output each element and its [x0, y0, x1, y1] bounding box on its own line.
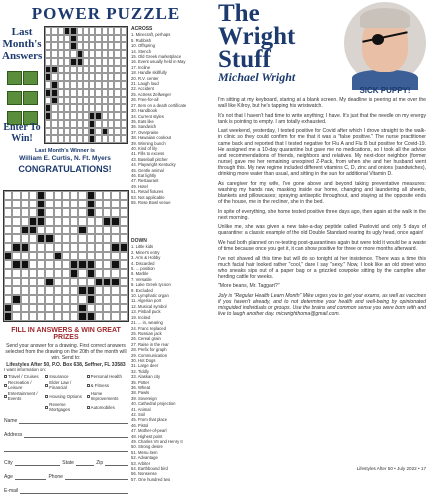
across-label: ACROSS — [131, 26, 153, 32]
interest-option[interactable]: Entertainment / Events — [4, 391, 45, 401]
interest-option[interactable]: Reverse Mortgages — [45, 402, 86, 412]
paragraph: As caregiver for my wife, I've gone above and beyond taking preventative measures: washing my hands raw, masking inside our home, changing and laundering all sheets, blankets and pillowcases; spraying antiseptic throughout, and staying at the opposite ends of the house, me in the recliner, she in the bed. — [218, 180, 426, 205]
winner-box — [2, 148, 128, 188]
congratulations: CONGRATULATIONS! — [18, 164, 112, 174]
name-field[interactable] — [19, 423, 128, 424]
interest-option[interactable]: Travel / Cruises — [4, 374, 45, 379]
down-clue: 49. Charles VII and Henry II — [131, 439, 183, 445]
paragraph: We had both planned on re-testing post-quarantines again but were told it would be a waste of time because once you get it, it can show positive for three or more months afterward. — [218, 239, 426, 252]
paragraph: Unlike me, she was given a new take-a-day peptide called Paxlovid and only 5 days of quarantine: a classic example of the old Double Standard rearing its ugly head, once again! — [218, 224, 426, 237]
down-clue: 29. Communication — [131, 352, 168, 358]
page-footer: Lifestyles After 50 • July 2022 • 17 — [356, 466, 426, 471]
down-clue: 9. Excluded — [131, 287, 153, 293]
age-field[interactable] — [15, 479, 47, 480]
author-bio: Joly is "Regular Health Learn Month" Mike urges you to get your exams, as well as vaccines if you haven't already, and to not determine your health and well-being by opinionated misguided individuals or groups. Use the brains and common sense you were born with and live to laugh another day. micwrighthoma@gmail.com. — [218, 293, 426, 318]
interest-option[interactable]: Personal Health — [87, 374, 128, 379]
checkbox[interactable] — [87, 406, 90, 409]
down-clue: 52. Advantage — [131, 455, 158, 461]
down-clue: 33. Alaskan city — [131, 374, 161, 380]
city-field[interactable] — [15, 465, 61, 466]
down-clue: 8. Lake Greek tycoon — [131, 282, 171, 288]
winner-label: Last Month's Winner is — [35, 148, 95, 154]
zip-label: Zip — [96, 460, 104, 466]
down-clue: 47. Mother-of-pearl — [131, 428, 167, 434]
author-photo — [344, 2, 426, 84]
interest-option[interactable]: Automobiles — [87, 402, 128, 412]
across-clue: 15. Old Greek marketplace — [131, 54, 182, 60]
puzzle-section — [0, 0, 212, 494]
interest-option[interactable]: Recreation / Leisure — [4, 380, 45, 390]
headline: SICK PUPPY! — [359, 86, 411, 95]
down-clues — [131, 238, 211, 482]
down-clue: 21. ... in, wearing — [131, 320, 163, 326]
paragraph: I'm sitting at my keyboard, staring at a blank screen. My deadline is peering at me over the wall like Kilroy, but he's tapping his wristwatch. — [218, 97, 426, 110]
down-clue: 11. Algerian port — [131, 298, 162, 304]
masthead-the: The — [218, 0, 260, 27]
state-field[interactable] — [76, 465, 94, 466]
down-clue: 42. Soil — [131, 412, 145, 417]
crossword-grid[interactable] — [3, 190, 129, 322]
author-name: Michael Wright — [218, 70, 296, 84]
down-clue: 53. Arbiter — [131, 460, 151, 466]
age-label: Age — [4, 474, 13, 480]
down-clue: 27. Raise in the rear — [131, 341, 169, 347]
address-label: Address — [4, 432, 23, 438]
address-field[interactable] — [24, 437, 128, 438]
checkbox[interactable] — [87, 375, 90, 378]
across-clue: 55. Rose Bowl venue — [131, 200, 171, 205]
fill-text: Send your answer for a drawing. First correct answers selected from the drawing on the 20th of the month will win. Send to: — [5, 343, 127, 361]
down-clue: 24. Franc replaced — [131, 325, 166, 331]
state-label: State — [62, 460, 74, 466]
across-clue: 17. Incline — [131, 64, 151, 70]
across-clue: 46. Eat lightly — [131, 172, 157, 178]
email-label: E-mail — [4, 488, 19, 494]
across-clue: 38. Hawaiian cookout — [131, 135, 172, 141]
down-clue: 56. Nonsense — [131, 471, 157, 477]
masthead-stuff: Stuff — [218, 46, 271, 73]
last-month-grid — [44, 26, 128, 144]
checkbox[interactable] — [45, 384, 48, 387]
down-clue: 26. Cereal grain — [131, 336, 161, 342]
puzzle-title: POWER PUZZLE — [31, 4, 181, 23]
paragraph: I've not shaved all this time but will do so tonight at her insistence. There was a time this much facial hair looked rather "cool," dare I say "sexy." Now, I look like an old street wino who sneaks sips out of a paper bag or a grizzled cowpoke sitting by the campfire after herding cattle for weeks. — [218, 255, 426, 280]
across-clue: 51. Retail fixtures — [131, 189, 164, 195]
across-clue: 41. Fills to excess — [131, 151, 165, 157]
down-clue: 5. ... position — [131, 266, 155, 272]
down-clue: 28. Prefix for graph — [131, 347, 167, 353]
down-clue: 40. Cathedral projection — [131, 401, 176, 407]
down-clue: 41. Animal — [131, 406, 151, 412]
checkbox[interactable] — [4, 395, 7, 398]
down-clue: 48. Highest point — [131, 433, 163, 439]
across-clue: 45. Gentle animal — [131, 167, 164, 173]
across-clue: 22. Accident — [131, 86, 154, 92]
address-field-2[interactable] — [4, 451, 128, 452]
across-clue: 1. Minecraft, perhaps — [131, 32, 171, 38]
checkbox[interactable] — [45, 395, 48, 398]
down-clue: 51. Menu item — [131, 449, 158, 455]
interest-options — [4, 374, 128, 412]
mailing-address: Lifestyles After 50, P.O. Box 638, Seffner, FL 33583 — [6, 362, 126, 368]
column-masthead — [218, 2, 338, 106]
across-clue: 18. Handle skillfully — [131, 70, 167, 76]
down-clue: 38. Pawls — [131, 390, 150, 396]
paragraph: It's not that I haven't had time to write anything; I have. It's just that the needle on my energy tank is pointing to empty. I am totally exhausted. — [218, 112, 426, 125]
interest-form — [4, 367, 128, 412]
down-clue: 19. Incited — [131, 314, 151, 320]
across-clue: 20. R.V. center — [131, 75, 159, 81]
across-clue: 49. Hotel — [131, 183, 148, 189]
down-clue: 35. Potter — [131, 379, 150, 385]
down-clue: 57. One hundred two — [131, 476, 171, 482]
fill-title: FILL IN ANSWERS & WIN GREAT PRIZES — [11, 327, 121, 341]
checkbox[interactable] — [4, 384, 7, 387]
name-label: Name — [4, 418, 18, 424]
down-clue: 1. Little kids — [131, 244, 154, 250]
interest-option[interactable]: Housing Options — [45, 391, 86, 401]
across-clue: 40. Kind of lily — [131, 145, 158, 151]
across-clue: 39. Winning bunch — [131, 140, 166, 146]
down-clue: 4. Discarded — [131, 260, 155, 266]
down-clue: 54. Earthbound bird — [131, 466, 168, 472]
column-section — [218, 0, 429, 480]
checkbox[interactable] — [87, 395, 90, 398]
paragraph: Last weekend, yesterday, I tested positive for Covid after which I drove straight to the walk-in clinic so they could confirm for me that it was a "false positive." The nurse practitioner came back and reported that I tested negative for Flu A and Flu B but positive for Covid-19. He assigned me a 10-day quarantine but gave me no medications, so I took all the advice and recommendations of friends, neighbors and relatives. My next-door neighbor (former nurse) gave me her remaining unexpired Z-Pack, from when she and her husband went through this. My new regime included different vitamins C, D, zinc and onions (sandwiches), drinking more water than usual, and sitting in the sun for additional Vitamin D. — [218, 128, 426, 178]
across-clue: 14. Stench — [131, 48, 152, 54]
down-clue: 13. Pinball puck — [131, 309, 161, 315]
down-label: DOWN — [131, 238, 147, 244]
down-clue: 39. Sovereign — [131, 395, 157, 401]
down-clue: 30. Hot Dogs — [131, 357, 156, 363]
last-month-heading: Last Month's Answers — [2, 26, 43, 62]
interest-label: I want information on: — [4, 367, 46, 372]
money-icon — [6, 70, 40, 118]
checkbox[interactable] — [87, 384, 90, 387]
across-clue: 16. Event usually held in May — [131, 59, 186, 65]
across-clue: 43. Baseball pitcher — [131, 156, 168, 162]
across-clue: 36. Sandwich — [131, 124, 157, 130]
down-clue: 36. Wheat — [131, 384, 151, 390]
across-clues — [131, 26, 211, 205]
enter-to-win: Enter To Win! — [3, 122, 41, 144]
across-clue: 26. Free-for-all — [131, 97, 159, 103]
down-clue: 10. Lymphatic organ — [131, 293, 169, 299]
interest-option[interactable]: Elder Law / Financial — [45, 380, 86, 390]
across-clue: 44. Playwright Kentucky — [131, 162, 176, 168]
down-clue: 50. Strong desire — [131, 444, 163, 450]
down-clue: 12. Musical symbol — [131, 303, 167, 309]
checkbox[interactable] — [45, 375, 48, 378]
down-clue: 2. Miner's entry — [131, 249, 160, 255]
down-clue: 3. Arm & Hobby — [131, 255, 161, 261]
checkbox[interactable] — [45, 406, 48, 409]
across-clue: 21. Laugh loud — [131, 81, 159, 87]
interest-option[interactable]: Insurance — [45, 374, 86, 379]
paragraph: In spite of everything, she home tested positive three days ago, then again at the walk in the next morning. — [218, 208, 426, 221]
eye-patch-icon — [372, 34, 384, 45]
interest-option[interactable]: Home Improvements — [87, 391, 128, 401]
phone-field[interactable] — [65, 479, 128, 480]
phone-label: Phone — [48, 474, 63, 480]
down-clue: 46. Pistol — [131, 422, 149, 428]
across-clue: 30. Handbook — [131, 108, 158, 114]
city-label: City — [4, 460, 13, 466]
across-clue: 25. Actress Zellweger — [131, 91, 172, 97]
across-clue: 5. Rubbish — [131, 37, 152, 43]
across-clue: 34. Current styles — [131, 113, 164, 119]
across-clue: 47. Restaurant — [131, 178, 159, 184]
down-clue: 6. Marble — [131, 271, 149, 277]
down-clue: 7. Versatile — [131, 276, 152, 282]
fill-in-box — [3, 327, 129, 368]
down-clue: 25. Russian jack — [131, 330, 162, 336]
paragraph: "More beans, Mr. Taggart?" — [218, 283, 280, 290]
across-clue: 35. Eats like — [131, 118, 154, 124]
masthead-wright: Wright — [218, 23, 296, 50]
across-clue: 37. Overpraise — [131, 129, 159, 135]
interest-option[interactable]: & Fitness — [87, 380, 128, 390]
entry-form — [4, 410, 128, 494]
zip-field[interactable] — [105, 465, 128, 466]
across-clue: 27. Item on a death certificate — [131, 102, 187, 108]
winner-name: William E. Curtis, N. Ft. Myers — [19, 155, 111, 162]
checkbox[interactable] — [4, 375, 7, 378]
down-clue: 31. Large deer — [131, 363, 159, 369]
down-clue: 45. From that place — [131, 417, 168, 423]
across-clue: 10. Offspring — [131, 43, 155, 49]
article-body — [218, 97, 426, 321]
down-clue: 32. Tiddly — [131, 368, 149, 374]
across-clue: 53. Not applicable — [131, 194, 165, 200]
